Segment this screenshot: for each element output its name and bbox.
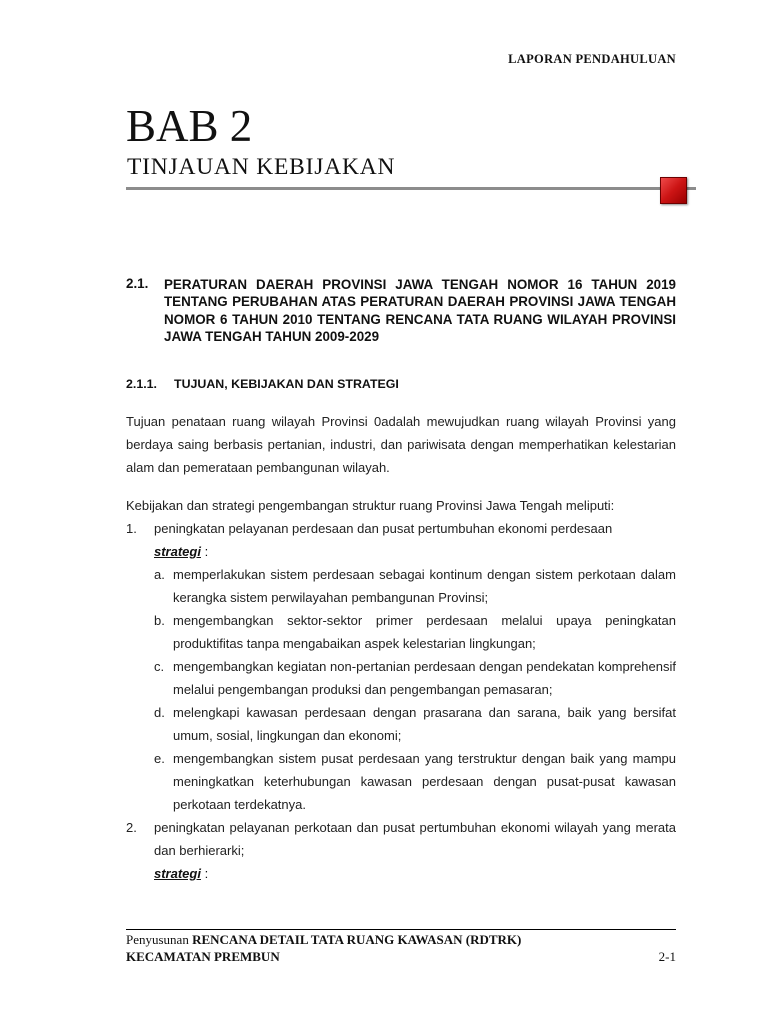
list-marker: 1. — [126, 521, 137, 536]
chapter-subtitle: TINJAUAN KEBIJAKAN — [127, 154, 396, 180]
list-item — [126, 517, 676, 540]
section-number: 2.1. — [126, 276, 149, 291]
strategy-item — [154, 701, 676, 747]
footer-document-title — [126, 932, 521, 948]
strategy-text: mengembangkan kegiatan non-pertanian perdesaan dengan pendekatan komprehensif melalui pengembangan produksi dan pengembangan pemasaran; — [173, 659, 676, 697]
strategy-item — [154, 747, 676, 816]
strategy-colon: : — [204, 544, 209, 559]
title-divider — [126, 187, 696, 190]
strategy-marker: a. — [154, 567, 165, 582]
subsection-title: TUJUAN, KEBIJAKAN DAN STRATEGI — [174, 377, 399, 391]
red-square-icon — [660, 177, 687, 204]
list-item — [126, 816, 676, 862]
strategy-label — [154, 540, 208, 563]
page-number: 2-1 — [658, 949, 676, 964]
subsection-number: 2.1.1. — [126, 377, 158, 391]
strategy-text: mengembangkan sektor-sektor primer perdesaan melalui upaya peningkatan produktifitas tanpa mengabaikan aspek kelestarian lingkungan; — [173, 613, 676, 651]
footer-title: RENCANA DETAIL TATA RUANG KAWASAN (RDTRK) — [192, 932, 522, 947]
strategy-marker: d. — [154, 705, 165, 720]
strategy-colon: : — [204, 866, 209, 881]
section-title: PERATURAN DAERAH PROVINSI JAWA TENGAH NOMOR 16 TAHUN 2019 TENTANG PERUBAHAN ATAS PERATURAN DAERAH PROVINSI JAWA TENGAH NOMOR 6 TAHUN 2010 TENTANG RENCANA TATA RUANG WILAYAH PROVINSI JAWA TENGAH TAHUN 2009-2029 — [164, 277, 676, 344]
footer-divider — [126, 929, 676, 930]
strategy-marker: b. — [154, 613, 165, 628]
list-item-text: peningkatan pelayanan perkotaan dan pusat pertumbuhan ekonomi wilayah yang merata dan berhierarki; — [154, 820, 676, 858]
list-marker: 2. — [126, 820, 137, 835]
paragraph-policy-intro: Kebijakan dan strategi pengembangan struktur ruang Provinsi Jawa Tengah meliputi: — [126, 498, 615, 513]
strategy-item — [154, 655, 676, 701]
strategy-word: strategi — [154, 866, 201, 881]
strategy-text: melengkapi kawasan perdesaan dengan prasarana dan sarana, baik yang bersifat umum, sosial, lingkungan dan ekonomi; — [173, 705, 676, 743]
strategy-item — [154, 563, 676, 609]
footer-prefix: Penyusunan — [126, 932, 189, 947]
chapter-title: BAB 2 — [126, 101, 253, 151]
subsection-heading — [126, 377, 399, 391]
strategy-item — [154, 609, 676, 655]
strategy-marker: c. — [154, 659, 165, 674]
footer-district: KECAMATAN PREMBUN — [126, 949, 280, 964]
strategy-text: mengembangkan sistem pusat perdesaan yang terstruktur dengan baik yang mampu meningkatkan keterhubungan kawasan perdesaan dengan pusat-pusat kawasan perkotaan terdekatnya. — [173, 751, 676, 812]
paragraph-goal: Tujuan penataan ruang wilayah Provinsi 0adalah mewujudkan ruang wilayah Provinsi yang berdaya saing berbasis pertanian, industri, dan pariwisata dengan memperhatikan kelestarian alam dan pemerataan pembangunan wilayah. — [126, 414, 676, 475]
strategy-text: memperlakukan sistem perdesaan sebagai kontinum dengan sistem perkotaan dalam kerangka sistem perwilayahan pembangunan Provinsi; — [173, 567, 676, 605]
strategy-label — [154, 862, 208, 885]
list-item-text: peningkatan pelayanan perdesaan dan pusat pertumbuhan ekonomi perdesaan — [154, 521, 613, 536]
strategy-marker: e. — [154, 751, 165, 766]
strategy-word: strategi — [154, 544, 201, 559]
report-label: LAPORAN PENDAHULUAN — [508, 52, 676, 66]
